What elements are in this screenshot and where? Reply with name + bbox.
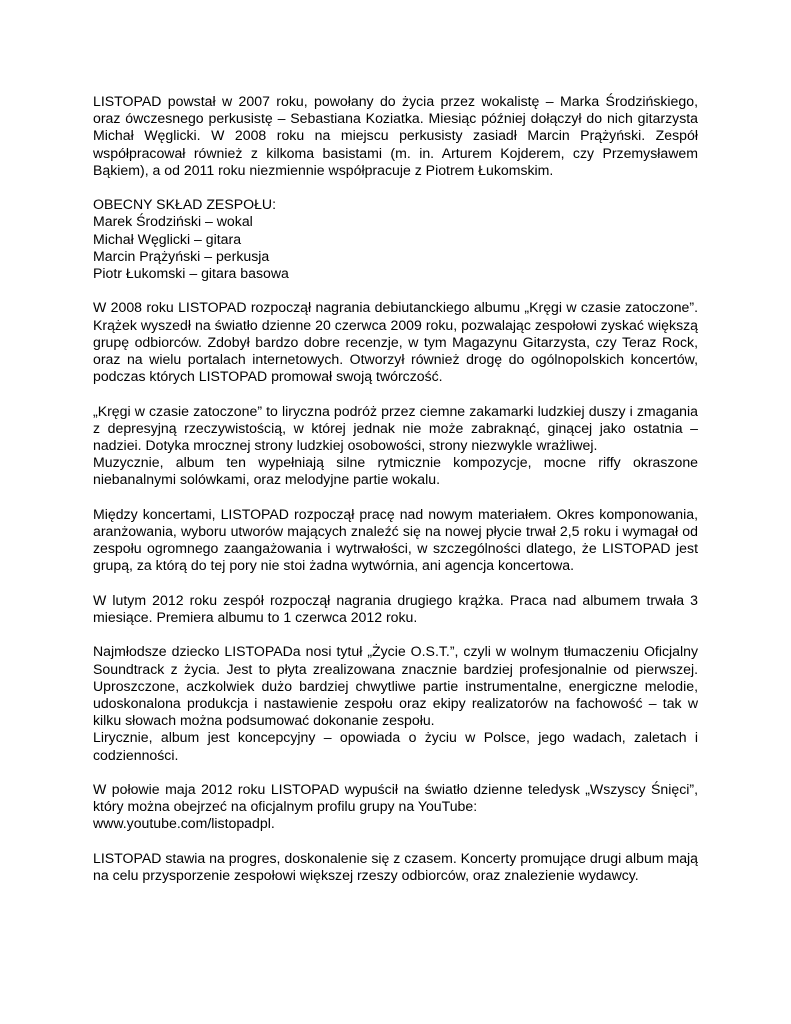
paragraph-line: W lutym 2012 roku zespół rozpoczął nagrania drugiego krążka. Praca nad albumem trwała 3 miesiące. Premiera albumu to 1 czerwca 2012 roku. xyxy=(93,591,698,626)
paragraph-new-material xyxy=(93,506,698,575)
paragraph-second-recording xyxy=(93,592,698,626)
paragraph-debut-album xyxy=(93,299,698,385)
paragraph-line: LISTOPAD powstał w 2007 roku, powołany do życia przez wokalistę – Marka Środzińskiego, oraz ówczesnego perkusistę – Sebastiana Koziatka. Miesiąc później dołączył do nich gitarzysta Michał Węglicki. W 2008 roku na miejscu perkusisty zasiadł Marcin Prążyński. Zespół współpracował również z kilkoma basistami (m. in. Arturem Kojderem, czy Przemysławem Bąkiem), a od 2011 roku niezmiennie współpracuje z Piotrem Łukomskim. xyxy=(93,93,698,178)
paragraph-second-album xyxy=(93,643,698,763)
lineup-member: Marek Środziński – wokal xyxy=(93,213,253,230)
paragraph-lineup xyxy=(93,196,698,282)
lineup-heading: OBECNY SKŁAD ZESPOŁU: xyxy=(93,196,277,213)
paragraph-line: Lirycznie, album jest koncepcyjny – opowiada o życiu w Polsce, jego wadach, zaletach i codzienności. xyxy=(93,729,698,763)
paragraph-line: W 2008 roku LISTOPAD rozpoczął nagrania debiutanckiego albumu „Kręgi w czasie zatoczone”. Krążek wyszedł na światło dzienne 20 czerwca 2009 roku, pozwalając zespołowi zyskać większą grupę odbiorców. Zdobył bardzo dobre recenzje, w tym Magazynu Gitarzysta, czy Teraz Rock, oraz na wielu portalach internetowych. Otworzył również drogę do ogólnopolskich koncertów, podczas których LISTOPAD promował swoją twórczość. xyxy=(93,299,698,385)
paragraph-line: Muzycznie, album ten wypełniają silne rytmicznie kompozycje, mocne riffy okraszone niebanalnymi solówkami, oraz melodyjne partie wokalu. xyxy=(93,454,698,488)
paragraph-line: W połowie maja 2012 roku LISTOPAD wypuścił na światło dzienne teledysk „Wszyscy Śnięci”, który można obejrzeć na oficjalnym profilu grupy na YouTube: xyxy=(93,781,698,815)
lineup-member: Marcin Prążyński – perkusja xyxy=(93,247,270,264)
youtube-link: www.youtube.com/listopadpl. xyxy=(93,815,275,832)
paragraph-line: Między koncertami, LISTOPAD rozpoczął pracę nad nowym materiałem. Okres komponowania, aranżowania, wyboru utworów mających znaleźć się na nowej płycie trwał 2,5 roku i wymagał od zespołu ogromnego zaangażowania i wytrwałości, w szczególności dlatego, że LISTOPAD jest grupą, za którą do tej pory nie stoi żadna wytwórnia, ani agencja koncertowa. xyxy=(93,505,698,574)
paragraph-debut-description xyxy=(93,403,698,489)
paragraph-line: Najmłodsze dziecko LISTOPADa nosi tytuł „Życie O.S.T.”, czyli w wolnym tłumaczeniu Oficjalny Soundtrack z życia. Jest to płyta zrealizowana znacznie bardziej profesjonalnie od pierwszej. Uproszczone, aczkolwiek dużo bardziej chwytliwe partie instrumentalne, energiczne melodie, udoskonalona produkcja i nastawienie zespołu oraz ekipy realizatorów na fachowość – tak w kilku słowach można podsumować dokonanie zespołu. xyxy=(93,643,698,729)
lineup-member: Piotr Łukomski – gitara basowa xyxy=(93,265,289,282)
paragraph-progress xyxy=(93,850,698,884)
paragraph-line: „Kręgi w czasie zatoczone” to liryczna podróż przez ciemne zakamarki ludzkiej duszy i zmagania z depresyjną rzeczywistością, w której jednak nie może zabraknąć, ginącej jako ostatnia – nadziei. Dotyka mrocznej strony ludzkiej osobowości, strony niezwykle wrażliwej. xyxy=(93,402,698,454)
paragraph-line: LISTOPAD stawia na progres, doskonalenie się z czasem. Koncerty promujące drugi album mają na celu przysporzenie zespołowi większej rzeszy odbiorców, oraz znalezienie wydawcy. xyxy=(93,849,699,884)
paragraph-music-video xyxy=(93,781,698,833)
document-page xyxy=(93,93,698,884)
lineup-member: Michał Węglicki – gitara xyxy=(93,230,242,247)
paragraph-history xyxy=(93,93,698,179)
